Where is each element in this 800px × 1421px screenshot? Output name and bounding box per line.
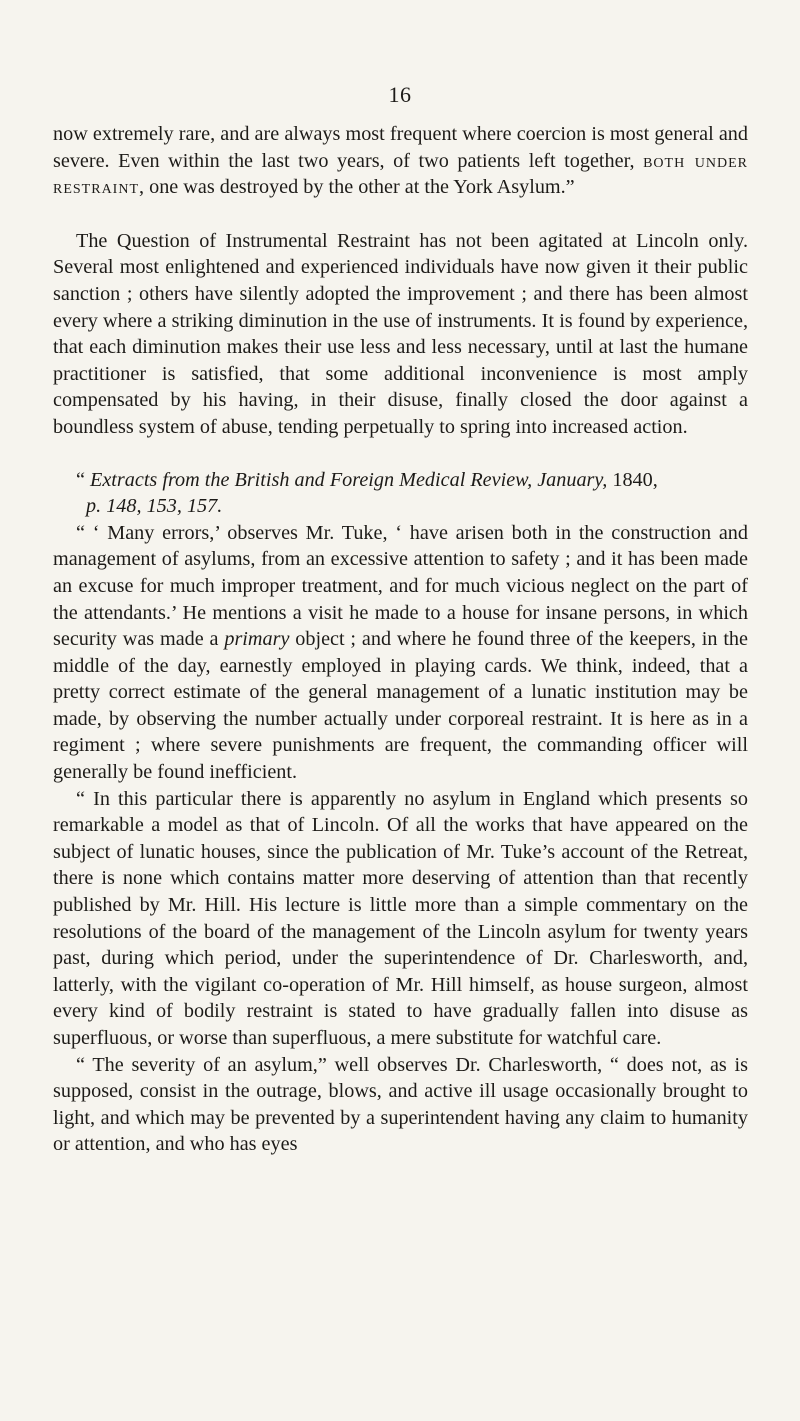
heading-quote-mark: “ — [76, 468, 91, 491]
paragraph-tuke-quote — [53, 520, 748, 786]
heading-title: Extracts from the British and Foreign Medical Review, January, — [90, 468, 608, 491]
paragraph-york-asylum — [53, 121, 748, 201]
small-caps-phrase: both under restraint — [53, 149, 748, 199]
paragraph-text: now extremely rare, and are always most frequent where coercion is most general and severe. Even within the last two years, of two patients left together, — [53, 123, 748, 172]
paragraph-text: “ ‘ Many errors,’ observes Mr. Tuke, ‘ have arisen both in the construction and management of asylums, from an excessive attention to safety ; and it has been made an excuse for much improper treatment, and for much vicious neglect on the part of the attendants.’ He mentions a visit he made to a house for insane persons, in which security was made a — [53, 521, 748, 651]
heading-pages: p. 148, 153, 157. — [86, 495, 223, 518]
body-text — [53, 121, 748, 1158]
page-number: 16 — [388, 82, 412, 107]
extract-heading — [53, 467, 748, 494]
paragraph-lincoln-model: “ In this particular there is apparently no asylum in England which presents so remarkable a model as that of Lincoln. Of all the works that have appeared on the subject of lunatic houses, since the publication of Mr. Tuke’s account of the Retreat, there is none which contains matter more deserving of attention than that recently published by Mr. Hill. His lecture is little more than a simple commentary on the resolutions of the board of the management of the Lincoln asylum for twenty years past, during which period, under the superintendence of Dr. Charlesworth, and, latterly, with the vigilant co-operation of Mr. Hill himself, as house surgeon, almost every kind of bodily restraint is stated to have gradually fallen into disuse as superfluous, or worse than superfluous, a mere substitute for watchful care. — [53, 787, 748, 1049]
paragraph-severity: “ The severity of an asylum,” well observes Dr. Charlesworth, “ does not, as is supposed, consist in the outrage, blows, and active ill usage occasionally brought to light, and which may be prevented by a superintendent having any claim to humanity or attention, and who has eyes — [53, 1053, 748, 1156]
paragraph-instrumental-restraint: The Question of Instrumental Restraint has not been agitated at Lincoln only. Several most enlightened and experienced individuals have now given it their public sanction ; others have silently adopted the improvement ; and there has been almost every where a striking diminution in the use of instruments. It is found by experience, that each diminution makes their use less and less necessary, until at last the humane practitioner is satisfied, that some additional inconvenience is most amply compensated by his having, in their disuse, finally closed the door against a boundless system of abuse, tending perpetually to spring into increased action. — [53, 229, 748, 438]
heading-year: 1840, — [607, 468, 658, 491]
italic-word: primary — [224, 628, 290, 651]
paragraph-text: object ; and where he found three of the keepers, in the middle of the day, earnestly employed in playing cards. We think, indeed, that a pretty correct estimate of the general management of a lunatic institution may be made, by observing the number actually under corporeal restraint. It is here as in a regiment ; where severe punishments are frequent, the commanding officer will generally be found inefficient. — [53, 628, 748, 784]
paragraph-text: , one was destroyed by the other at the York Asylum.” — [139, 176, 575, 199]
